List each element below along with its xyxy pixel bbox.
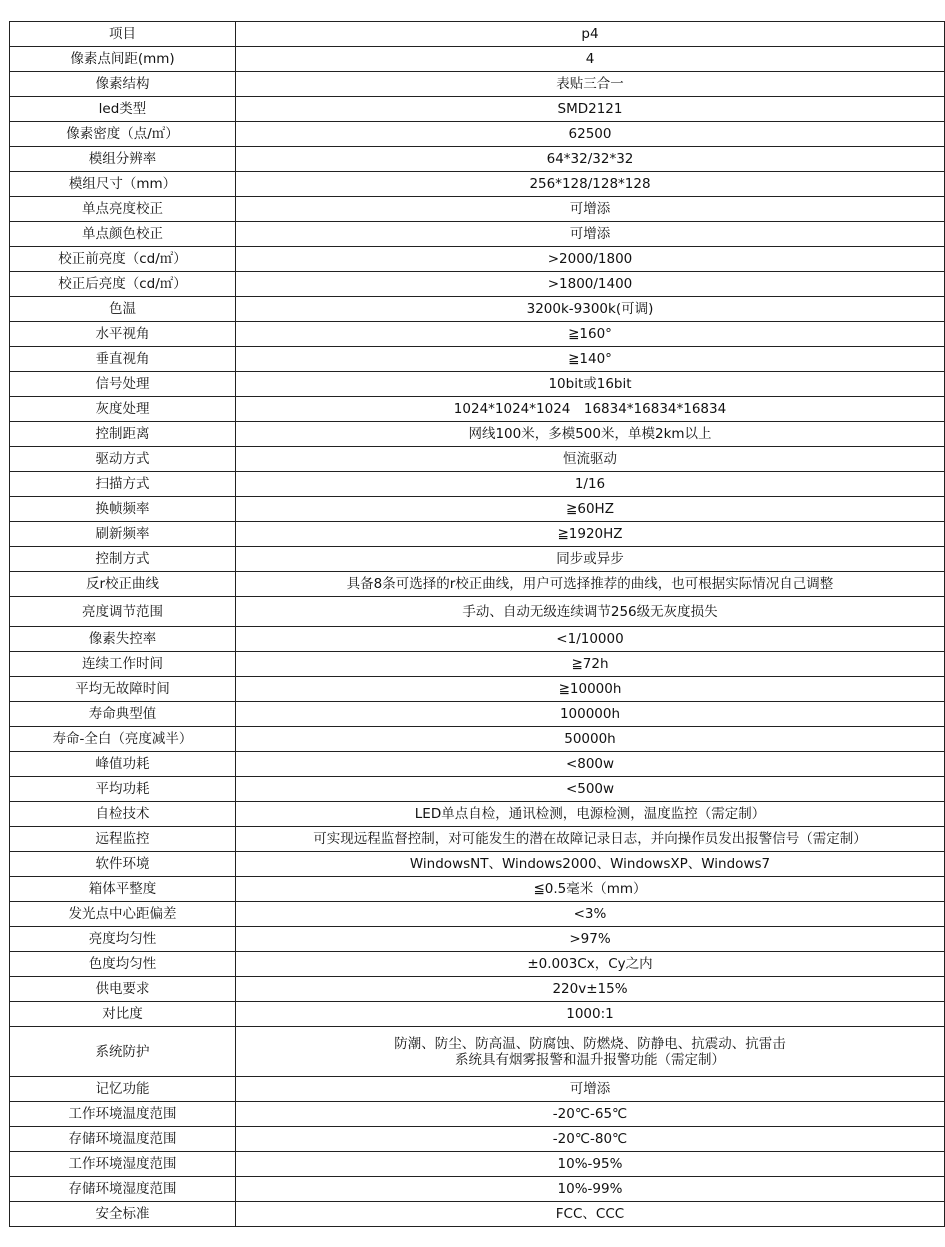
spec-table: [9, 21, 945, 1227]
table-row: [10, 347, 945, 372]
spec-name-cell: 控制方式: [10, 547, 236, 572]
spec-value-cell: 可增添: [236, 197, 945, 222]
protection-line-1: 防潮、防尘、防高温、防腐蚀、防燃烧、防静电、抗震动、抗雷击: [394, 1035, 786, 1052]
spec-value-cell: 可实现远程监督控制，对可能发生的潜在故障记录日志，并向操作员发出报警信号（需定制）: [236, 827, 945, 852]
spec-value-cell: >1800/1400: [236, 272, 945, 297]
table-row: [10, 47, 945, 72]
spec-value-cell: 手动、自动无级连续调节256级无灰度损失: [236, 597, 945, 627]
table-row: [10, 652, 945, 677]
spec-name-cell: 像素结构: [10, 72, 236, 97]
spec-value-cell: ≦0.5毫米（mm）: [236, 877, 945, 902]
spec-value-cell: 10%-95%: [236, 1152, 945, 1177]
spec-value-cell: 3200k-9300k(可调): [236, 297, 945, 322]
spec-name-cell: 供电要求: [10, 977, 236, 1002]
spec-value-cell: 同步或异步: [236, 547, 945, 572]
spec-name-cell: 平均功耗: [10, 777, 236, 802]
spec-name-cell: 系统防护: [10, 1027, 236, 1077]
spec-value-cell: 1/16: [236, 472, 945, 497]
table-row: [10, 472, 945, 497]
spec-name-cell: 像素点间距(mm): [10, 47, 236, 72]
table-row: [10, 297, 945, 322]
protection-line-2: 系统具有烟雾报警和温升报警功能（需定制）: [455, 1051, 725, 1068]
spec-name-cell: 灰度处理: [10, 397, 236, 422]
spec-name-cell: 存储环境湿度范围: [10, 1177, 236, 1202]
table-row: [10, 522, 945, 547]
table-row: [10, 197, 945, 222]
spec-value-cell: >2000/1800: [236, 247, 945, 272]
table-row: [10, 1102, 945, 1127]
spec-value-cell: >97%: [236, 927, 945, 952]
table-row: [10, 752, 945, 777]
table-row: [10, 272, 945, 297]
spec-value-cell: ≧1920HZ: [236, 522, 945, 547]
table-row: [10, 597, 945, 627]
table-row: [10, 122, 945, 147]
spec-value-cell: 220v±15%: [236, 977, 945, 1002]
spec-value-cell: 1024*1024*1024 16834*16834*16834: [236, 397, 945, 422]
table-row: [10, 927, 945, 952]
spec-name-cell: 模组尺寸（mm）: [10, 172, 236, 197]
spec-name-cell: 亮度均匀性: [10, 927, 236, 952]
table-row: [10, 97, 945, 122]
spec-name-cell: 水平视角: [10, 322, 236, 347]
spec-name-cell: 单点亮度校正: [10, 197, 236, 222]
table-row: [10, 677, 945, 702]
spec-value-cell: 恒流驱动: [236, 447, 945, 472]
table-row: [10, 497, 945, 522]
spec-name-cell: 平均无故障时间: [10, 677, 236, 702]
table-row: [10, 422, 945, 447]
spec-value-cell: ≧140°: [236, 347, 945, 372]
spec-name-cell: 存储环境温度范围: [10, 1127, 236, 1152]
table-row-system-protection: [10, 1027, 945, 1077]
spec-name-cell: 模组分辨率: [10, 147, 236, 172]
spec-name-cell: 换帧频率: [10, 497, 236, 522]
spec-name-cell: 像素失控率: [10, 627, 236, 652]
table-row: [10, 1127, 945, 1152]
spec-name-cell: 驱动方式: [10, 447, 236, 472]
spec-value-cell: ≧160°: [236, 322, 945, 347]
header-value-cell: p4: [236, 22, 945, 47]
spec-value-cell: 10bit或16bit: [236, 372, 945, 397]
spec-name-cell: 信号处理: [10, 372, 236, 397]
spec-name-cell: 软件环境: [10, 852, 236, 877]
table-row: [10, 977, 945, 1002]
table-row: [10, 952, 945, 977]
table-row: [10, 702, 945, 727]
table-row: [10, 547, 945, 572]
table-row: [10, 222, 945, 247]
spec-name-cell: 箱体平整度: [10, 877, 236, 902]
spec-value-cell: [236, 1027, 945, 1077]
spec-value-cell: <3%: [236, 902, 945, 927]
table-row: [10, 172, 945, 197]
spec-name-cell: 色度均匀性: [10, 952, 236, 977]
spec-value-cell: 1000:1: [236, 1002, 945, 1027]
table-row: [10, 397, 945, 422]
table-row: [10, 147, 945, 172]
spec-value-cell: SMD2121: [236, 97, 945, 122]
spec-name-cell: 校正后亮度（cd/㎡）: [10, 272, 236, 297]
header-key-cell: 项目: [10, 22, 236, 47]
spec-name-cell: 寿命典型值: [10, 702, 236, 727]
spec-name-cell: 连续工作时间: [10, 652, 236, 677]
table-row: [10, 777, 945, 802]
spec-name-cell: 色温: [10, 297, 236, 322]
spec-value-cell: LED单点自检，通讯检测，电源检测，温度监控（需定制）: [236, 802, 945, 827]
spec-value-cell: 64*32/32*32: [236, 147, 945, 172]
spec-value-cell: 62500: [236, 122, 945, 147]
table-row: [10, 322, 945, 347]
spec-value-cell: 100000h: [236, 702, 945, 727]
table-header-row: [10, 22, 945, 47]
spec-name-cell: 单点颜色校正: [10, 222, 236, 247]
spec-name-cell: 工作环境湿度范围: [10, 1152, 236, 1177]
spec-value-cell: 具备8条可选择的r校正曲线，用户可选择推荐的曲线，也可根据实际情况自己调整: [236, 572, 945, 597]
table-row: [10, 372, 945, 397]
spec-value-cell: ≧60HZ: [236, 497, 945, 522]
spec-name-cell: 对比度: [10, 1002, 236, 1027]
table-row: [10, 877, 945, 902]
table-row: [10, 1177, 945, 1202]
table-row: [10, 852, 945, 877]
spec-name-cell: 扫描方式: [10, 472, 236, 497]
spec-value-cell: -20℃-80℃: [236, 1127, 945, 1152]
spec-name-cell: 像素密度（点/㎡）: [10, 122, 236, 147]
spec-value-cell: <1/10000: [236, 627, 945, 652]
table-row: [10, 827, 945, 852]
spec-name-cell: 自检技术: [10, 802, 236, 827]
spec-name-cell: 远程监控: [10, 827, 236, 852]
spec-name-cell: 反r校正曲线: [10, 572, 236, 597]
spec-name-cell: 刷新频率: [10, 522, 236, 547]
spec-name-cell: 寿命-全白（亮度减半）: [10, 727, 236, 752]
table-row: [10, 1077, 945, 1102]
spec-name-cell: led类型: [10, 97, 236, 122]
table-row: [10, 1002, 945, 1027]
table-row: [10, 447, 945, 472]
spec-value-cell: 表贴三合一: [236, 72, 945, 97]
spec-value-cell: WindowsNT、Windows2000、WindowsXP、Windows7: [236, 852, 945, 877]
spec-name-cell: 安全标准: [10, 1202, 236, 1227]
spec-name-cell: 亮度调节范围: [10, 597, 236, 627]
spec-value-cell: <500w: [236, 777, 945, 802]
table-row: [10, 1152, 945, 1177]
spec-value-cell: ≧72h: [236, 652, 945, 677]
spec-value-cell: 可增添: [236, 1077, 945, 1102]
spec-value-cell: 可增添: [236, 222, 945, 247]
spec-value-cell: ±0.003Cx，Cy之内: [236, 952, 945, 977]
spec-value-cell: <800w: [236, 752, 945, 777]
table-row: [10, 727, 945, 752]
table-row: [10, 627, 945, 652]
spec-name-cell: 垂直视角: [10, 347, 236, 372]
spec-value-cell: 256*128/128*128: [236, 172, 945, 197]
spec-name-cell: 工作环境温度范围: [10, 1102, 236, 1127]
table-row: [10, 572, 945, 597]
table-row: [10, 1202, 945, 1227]
spec-value-cell: -20℃-65℃: [236, 1102, 945, 1127]
spec-value-cell: 4: [236, 47, 945, 72]
table-row: [10, 72, 945, 97]
spec-value-cell: 网线100米，多模500米，单模2km以上: [236, 422, 945, 447]
spec-name-cell: 控制距离: [10, 422, 236, 447]
table-row: [10, 247, 945, 272]
spec-name-cell: 峰值功耗: [10, 752, 236, 777]
spec-name-cell: 记忆功能: [10, 1077, 236, 1102]
table-row: [10, 802, 945, 827]
table-row: [10, 902, 945, 927]
spec-value-cell: FCC、CCC: [236, 1202, 945, 1227]
spec-value-cell: 50000h: [236, 727, 945, 752]
spec-value-cell: ≧10000h: [236, 677, 945, 702]
spec-value-cell: 10%-99%: [236, 1177, 945, 1202]
spec-table-body: [10, 22, 945, 1227]
spec-name-cell: 校正前亮度（cd/㎡）: [10, 247, 236, 272]
spec-name-cell: 发光点中心距偏差: [10, 902, 236, 927]
